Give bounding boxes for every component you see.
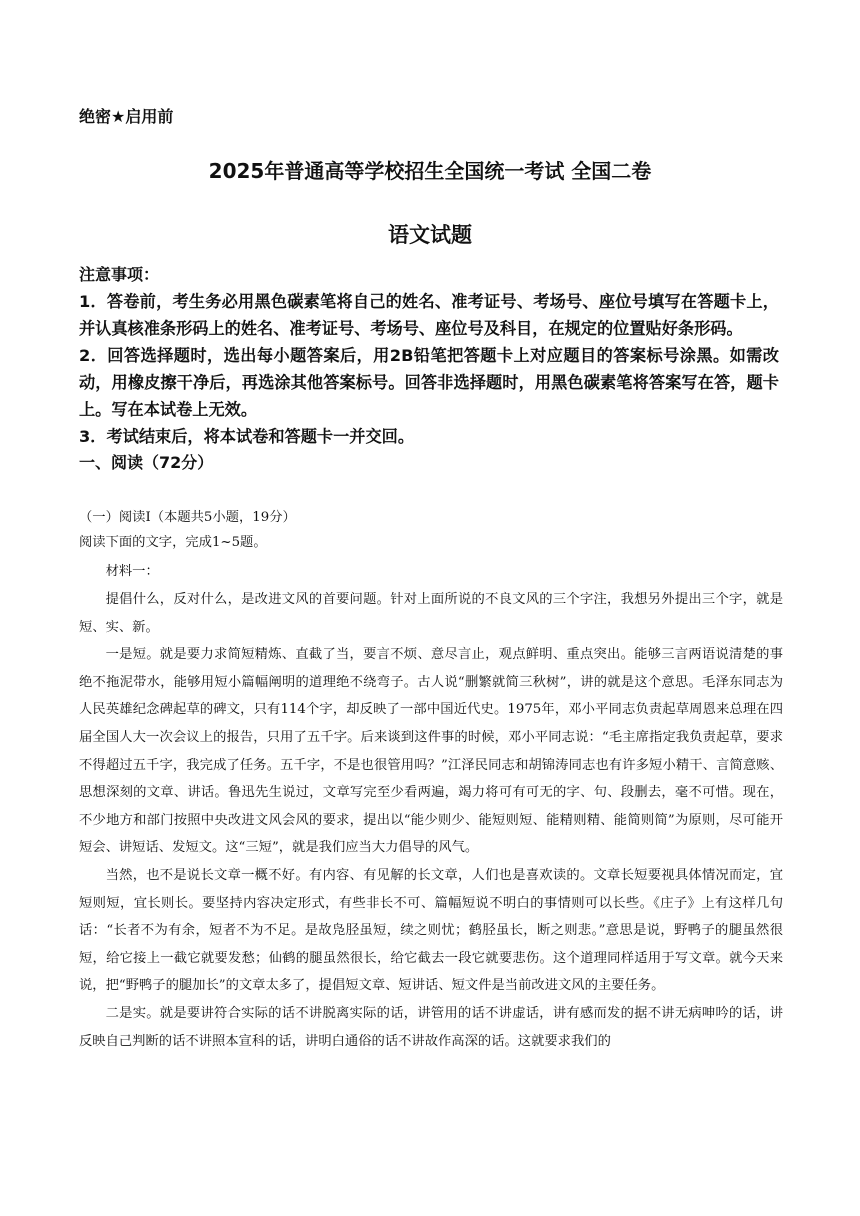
notice-item-3: 3．考试结束后，将本试卷和答题卡一并交回。 bbox=[79, 427, 415, 446]
paragraph-1: 提倡什么，反对什么，是改进文风的首要问题。针对上面所说的不良文风的三个字注，我想另外提出三个字，就是短、实、新。 bbox=[79, 592, 783, 635]
reading-instruction: 阅读下面的文字，完成1~5题。 bbox=[79, 535, 267, 550]
exam-title: 2025年普通高等学校招生全国统一考试 全国二卷 bbox=[208, 159, 652, 183]
notice-item-2: 2．回答选择题时，选出每小题答案后，用2B铅笔把答题卡上对应题目的答案标号涂黑。如需改动，用橡皮擦干净后，再选涂其他答案标号。回答非选择题时，用黑色碳素笔将答案写在答，题卡上。写在本试卷上无效。 bbox=[79, 346, 779, 419]
subject-title: 语文试题 bbox=[388, 223, 472, 247]
notice-item-1: 1．答卷前，考生务必用黑色碳素笔将自己的姓名、准考证号、考场号、座位号填写在答题卡上，并认真核准条形码上的姓名、准考证号、考场号、座位号及科目，在规定的位置贴好条形码。 bbox=[79, 292, 779, 338]
material-label: 材料一： bbox=[105, 564, 159, 579]
notice-section bbox=[79, 262, 779, 476]
section-heading: 一、阅读（72分） bbox=[79, 453, 214, 472]
paragraph-3: 当然，也不是说长文章一概不好。有内容、有见解的长文章，人们也是喜欢读的。文章长短要视具体情况而定，宜短则短，宜长则长。要坚持内容决定形式，有些非长不可、篇幅短说不明白的事情则可以长些。《庄子》上有这样几句话：“长者不为有余，短者不为不足。是故凫胫虽短，续之则忧；鹤胫虽长，断之则悲。”意思是说，野鸭子的腿虽然很短，给它接上一截它就要发愁；仙鹤的腿虽然很长，给它截去一段它就要悲伤。这个道理同样适用于写文章。就今天来说，把“野鸭子的腿加长”的文章太多了，提倡短文章、短讲话、短文件是当前改进文风的主要任务。 bbox=[79, 867, 783, 994]
confidential-mark: 绝密★启用前 bbox=[79, 107, 174, 126]
reading-section bbox=[79, 508, 783, 1055]
sub-section-heading: （一）阅读I（本题共5小题，19分） bbox=[79, 510, 296, 525]
paragraph-4: 二是实。就是要讲符合实际的话不讲脱离实际的话，讲管用的话不讲虚话，讲有感而发的据不讲无病呻吟的话，讲反映自己判断的话不讲照本宣科的话，讲明白通俗的话不讲故作高深的话。这就要求我们的 bbox=[79, 1005, 783, 1049]
paragraph-2: 一是短。就是要力求简短精炼、直截了当，要言不烦、意尽言止，观点鲜明、重点突出。能够三言两语说清楚的事绝不拖泥带水，能够用短小篇幅阐明的道理绝不绕弯子。古人说“删繁就简三秋树”，讲的就是这个意思。毛泽东同志为人民英雄纪念碑起草的碑文，只有114个字，却反映了一部中国近代史。1975年，邓小平同志负责起草周恩来总理在四届全国人大一次会议上的报告，只用了五千字。后来谈到这件事的时候，邓小平同志说：“毛主席指定我负责起草，要求不得超过五千字，我完成了任务。五千字，不是也很管用吗？”江泽民同志和胡锦涛同志也有许多短小精干、言简意赅、思想深刻的文章、讲话。鲁迅先生说过，文章写完至少看两遍，竭力将可有可无的字、句、段删去，毫不可惜。现在，不少地方和部门按照中央改进文风会风的要求，提出以“能少则少、能短则短、能精则精、能简则简”为原则，尽可能开短会、讲短话、发短文。这“三短”，就是我们应当大力倡导的风气。 bbox=[79, 647, 783, 856]
notice-heading: 注意事项： bbox=[79, 265, 160, 284]
